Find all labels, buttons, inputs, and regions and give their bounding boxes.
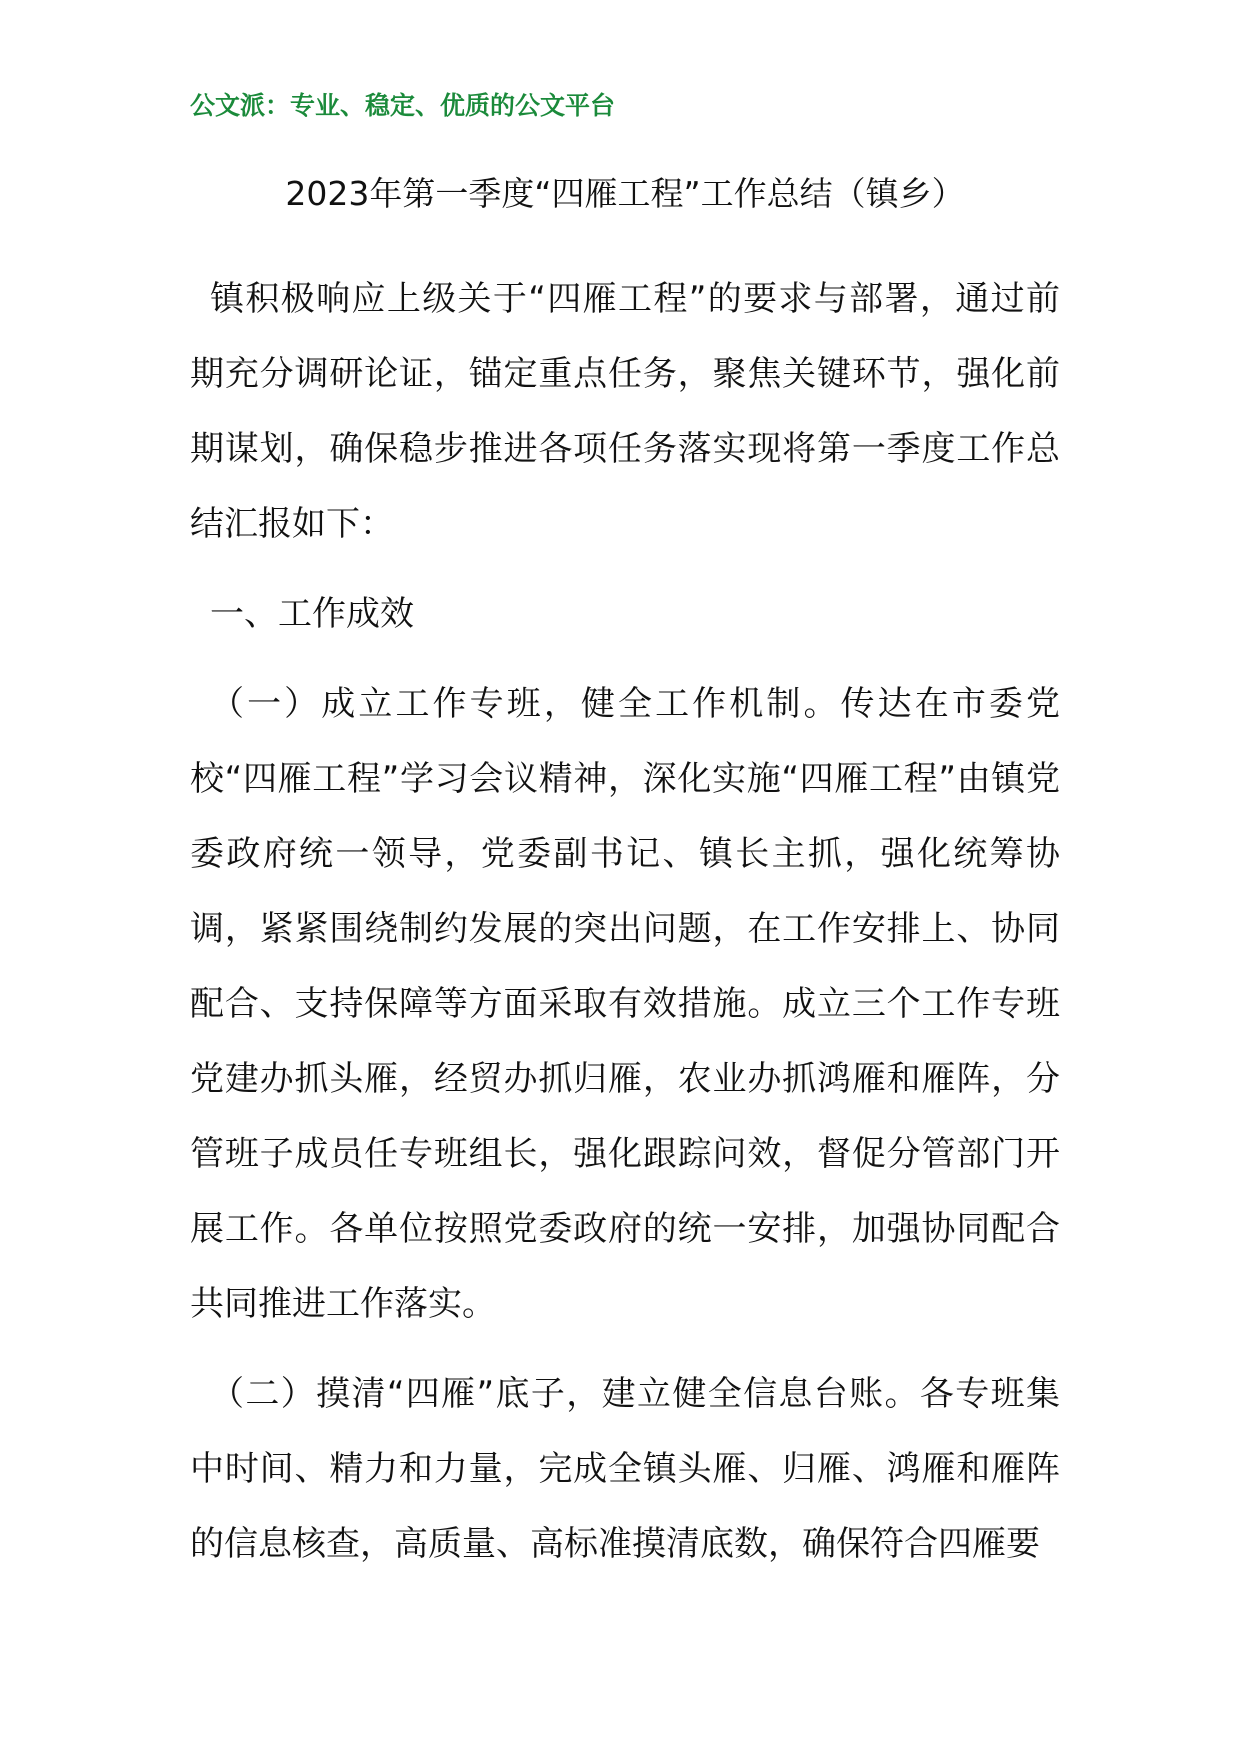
brand-header: 公文派：专业、稳定、优质的公文平台 <box>190 91 616 120</box>
subsection-paragraph-2: （二）摸清“四雁”底子，建立健全信息台账。各专班集中时间、精力和力量，完成全镇头雁、归雁、鸿雁和雁阵的信息核查，高质量、高标准摸清底数，确保符合四雁要 <box>190 1374 1060 1564</box>
section-heading-achievements: 一、工作成效 <box>210 594 414 634</box>
subsection-paragraph-1: （一）成立工作专班，健全工作机制。传达在市委党校“四雁工程”学习会议精神，深化实施“四雁工程”由镇党委政府统一领导，党委副书记、镇长主抓，强化统筹协调，紧紧围绕制约发展的突出问题，在工作安排上、协同配合、支持保障等方面采取有效措施。成立三个工作专班党建办抓头雁，经贸办抓归雁，农业办抓鸿雁和雁阵，分管班子成员任专班组长，强化跟踪问效，督促分管部门开展工作。各单位按照党委政府的统一安排，加强协同配合共同推进工作落实。 <box>190 684 1060 1324</box>
document-title: 2023年第一季度“四雁工程”工作总结（镇乡） <box>285 174 965 213</box>
intro-paragraph: 镇积极响应上级关于“四雁工程”的要求与部署，通过前期充分调研论证，锚定重点任务，聚焦关键环节，强化前期谋划，确保稳步推进各项任务落实现将第一季度工作总结汇报如下： <box>190 279 1060 544</box>
document-body <box>190 262 1060 1597</box>
